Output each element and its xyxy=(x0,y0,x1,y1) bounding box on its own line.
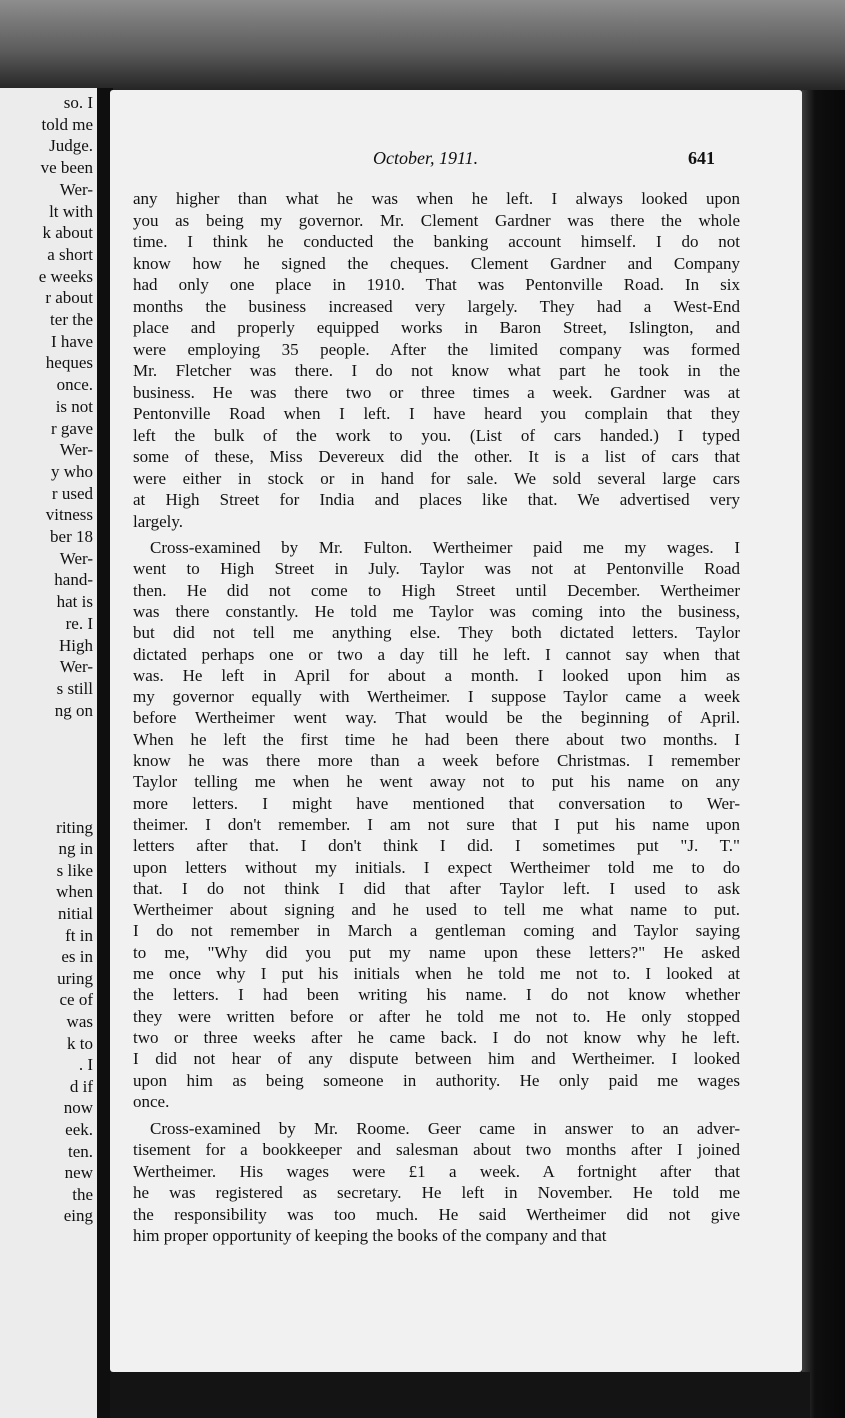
text-line: theimer. I don't remember. I am not sure that I put his name upon xyxy=(133,814,740,834)
text-line: Cross-examined by Mr. Roome. Geer came in answer to an adver- xyxy=(150,1119,740,1138)
page-top-shadow xyxy=(0,0,845,95)
text-line: were either in stock or in hand for sale. We sold several large cars xyxy=(133,468,740,488)
facing-page-line: uring xyxy=(57,968,93,988)
facing-page-line: k about xyxy=(42,223,93,243)
text-line: at High Street for India and places like that. We advertised very xyxy=(133,490,740,509)
facing-page-line: ng on xyxy=(54,700,93,720)
facing-page-line: now xyxy=(63,1098,93,1118)
facing-page-fragment xyxy=(0,88,97,1418)
text-line: left the bulk of the work to you. (List of cars handed.) I typed xyxy=(133,425,740,445)
facing-page-line: Judge. xyxy=(49,136,93,156)
facing-page-line: eek. xyxy=(65,1120,93,1139)
text-line: know he was there more than a week before Christmas. I remember xyxy=(133,751,740,770)
facing-page-line: r used xyxy=(51,483,93,503)
facing-page-line: ce of xyxy=(59,990,93,1010)
page-number: 641 xyxy=(688,148,715,168)
page-bottom-shadow xyxy=(110,1372,810,1418)
text-line: business. He was there two or three times a week. Gardner was at xyxy=(133,382,740,402)
facing-page-line: ft in xyxy=(65,925,93,945)
text-line: I do not remember in March a gentleman coming and Taylor saying xyxy=(133,921,740,941)
text-line: my governor equally with Wertheimer. I suppose Taylor came a week xyxy=(133,687,740,707)
facing-page-line: r gave xyxy=(50,418,93,438)
text-line: he was registered as secretary. He left in November. He told me xyxy=(133,1183,740,1203)
text-line: Taylor telling me when he went away not to put his name on any xyxy=(133,772,740,792)
facing-page-line: y who xyxy=(50,461,93,481)
facing-page-line: Wer- xyxy=(59,440,93,460)
facing-page-line: so. I xyxy=(63,93,93,112)
text-line: Cross-examined by Mr. Fulton. Wertheimer paid me my wages. I xyxy=(150,538,740,557)
facing-page-line: once. xyxy=(56,375,93,395)
text-line: any higher than what he was when he left. I always looked upon xyxy=(133,189,740,208)
facing-page-line: eing xyxy=(63,1206,93,1226)
facing-page-line: riting xyxy=(56,817,93,837)
facing-page-line: a short xyxy=(47,244,93,264)
running-title: October, 1911. xyxy=(373,148,479,168)
facing-page-line: d if xyxy=(69,1076,93,1096)
text-line: to me, "Why did you put my name upon these letters?" He asked xyxy=(133,942,740,962)
text-line: Wertheimer about signing and he used to tell me what name to put. xyxy=(133,900,740,920)
facing-page-line: vitness xyxy=(45,505,93,525)
facing-page-line: is not xyxy=(55,396,93,416)
text-line: before Wertheimer went way. That would be the beginning of April. xyxy=(133,708,740,728)
facing-page-line: hat is xyxy=(56,592,93,612)
text-line: Pentonville Road when I left. I have heard you complain that they xyxy=(133,404,740,423)
text-line: know how he signed the cheques. Clement Gardner and Company xyxy=(133,253,740,273)
text-line: they were written before or after he told me not to. He only stopped xyxy=(133,1006,740,1026)
text-line: I did not hear of any dispute between him and Wertheimer. I looked xyxy=(133,1049,740,1069)
facing-page-line: new xyxy=(64,1163,93,1183)
facing-page-line: e weeks xyxy=(38,266,93,286)
text-line: more letters. I might have mentioned that conversation to Wer- xyxy=(133,793,740,813)
facing-page-line: ten. xyxy=(67,1141,93,1161)
text-line: When he left the first time he had been there about two months. I xyxy=(133,729,740,749)
text-line: then. He did not come to High Street until December. Wertheimer xyxy=(133,580,740,600)
facing-page-line: when xyxy=(56,882,93,902)
text-line: place and properly equipped works in Baron Street, Islington, and xyxy=(133,318,740,337)
facing-page-line: the xyxy=(72,1184,93,1204)
text-line: some of these, Miss Devereux did the other. It is a list of cars that xyxy=(133,447,740,466)
text-line: months the business increased very largely. They had a West-End xyxy=(133,296,740,316)
text-line: the letters. I had been writing his name. I do not know whether xyxy=(133,985,740,1005)
facing-page-line: I have xyxy=(50,331,93,351)
facing-page-line: told me xyxy=(41,114,93,134)
facing-page-line: s still xyxy=(56,678,93,698)
text-line: were employing 35 people. After the limited company was formed xyxy=(133,339,740,359)
text-line: Mr. Fletcher was there. I do not know what part he took in the xyxy=(133,361,740,380)
facing-page-line: es in xyxy=(61,947,93,967)
text-line: that. I do not think I did that after Taylor left. I used to ask xyxy=(133,878,740,898)
facing-page-line: heques xyxy=(45,353,93,373)
facing-page-line: hand- xyxy=(54,570,93,590)
text-line: time. I think he conducted the banking account himself. I do not xyxy=(133,232,740,251)
facing-page-line: Wer- xyxy=(59,548,93,568)
facing-page-line: ter the xyxy=(50,310,93,329)
text-line: once. xyxy=(133,1091,170,1111)
text-line: upon him as being someone in authority. He only paid me wages xyxy=(133,1070,740,1090)
facing-page-line: ng in xyxy=(58,839,93,859)
text-line: the responsibility was too much. He said Wertheimer did not give xyxy=(133,1204,740,1224)
facing-page-line: nitial xyxy=(58,904,93,923)
text-line: had only one place in 1910. That was Pentonville Road. In six xyxy=(133,275,740,294)
text-line: went to High Street in July. Taylor was not at Pentonville Road xyxy=(133,559,740,579)
text-line: dictated perhaps one or two a day till he left. I cannot say when that xyxy=(133,644,740,664)
facing-page-line: re. I xyxy=(65,613,93,633)
text-line: him proper opportunity of keeping the books of the company and that xyxy=(133,1226,607,1245)
text-line: me once why I put his initials when he told me not to. I looked at xyxy=(133,964,740,983)
text-line: tisement for a bookkeeper and salesman about two months after I joined xyxy=(133,1140,740,1160)
text-line: was there constantly. He told me Taylor was coming into the business, xyxy=(133,601,740,621)
text-line: largely. xyxy=(133,511,184,531)
text-line: upon letters without my initials. I expect Wertheimer told me to do xyxy=(133,857,740,877)
text-line: was. He left in April for about a month. I looked upon him as xyxy=(133,665,740,685)
facing-page-line: k to xyxy=(67,1033,93,1053)
facing-page-line: ve been xyxy=(40,158,93,178)
facing-page-line: r about xyxy=(45,288,93,308)
text-line: two or three weeks after he came back. I do not know why he left. xyxy=(133,1027,740,1047)
page-right-edge xyxy=(802,90,845,1418)
text-line: but did not tell me anything else. They both dictated letters. Taylor xyxy=(133,623,740,643)
facing-page-line: ber 18 xyxy=(50,527,93,546)
facing-page-line: Wer- xyxy=(59,179,93,199)
text-line: letters after that. I don't think I did. I sometimes put "J. T." xyxy=(133,836,740,856)
text-line: Wertheimer. His wages were £1 a week. A fortnight after that xyxy=(133,1161,740,1181)
facing-page-line: was xyxy=(66,1012,93,1031)
facing-page-line: High xyxy=(59,635,93,655)
facing-page-line: Wer- xyxy=(59,657,93,677)
facing-page-line: lt with xyxy=(49,201,93,221)
facing-page-line: . I xyxy=(78,1055,93,1075)
text-line: you as being my governor. Mr. Clement Gardner was there the whole xyxy=(133,210,740,230)
facing-page-line: s like xyxy=(56,860,93,880)
